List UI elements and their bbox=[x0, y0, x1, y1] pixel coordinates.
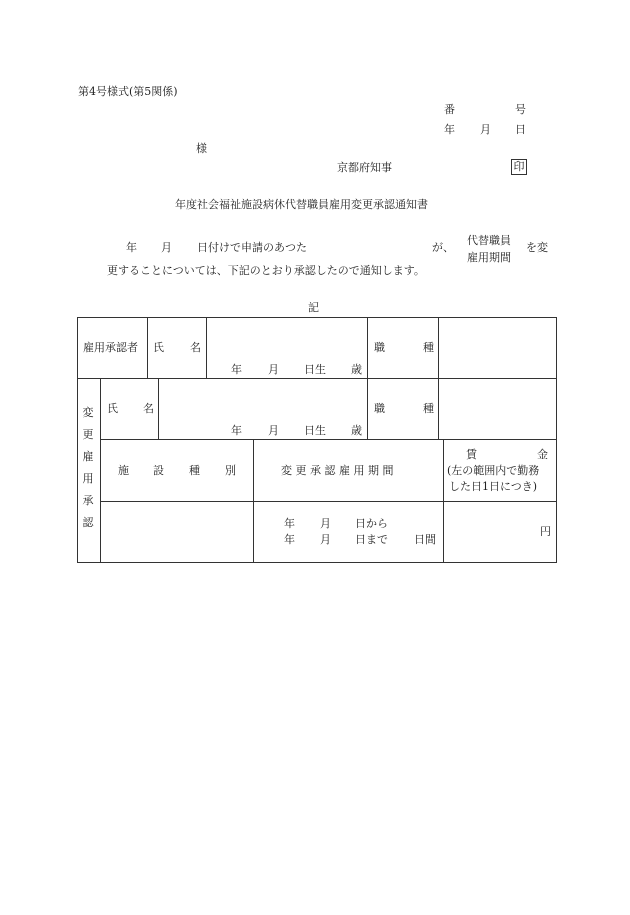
row-divider-2 bbox=[100, 439, 557, 440]
birth-year-2: 年 bbox=[231, 424, 242, 437]
col-line-f bbox=[253, 439, 254, 563]
row-divider-1 bbox=[77, 378, 557, 379]
yen-label: 円 bbox=[540, 525, 551, 538]
document-title: 年度社会福祉施設病休代替職員雇用変更承認通知書 bbox=[175, 198, 428, 211]
birth-year-1: 年 bbox=[231, 363, 242, 376]
birth-month-2: 月 bbox=[268, 424, 279, 437]
wage-note-2: した日1日につき) bbox=[449, 480, 538, 493]
label-facility-4: 別 bbox=[225, 464, 236, 477]
row-divider-3 bbox=[100, 501, 557, 502]
date-day: 日 bbox=[515, 123, 526, 136]
age-2: 歳 bbox=[351, 424, 362, 437]
day-count: 日間 bbox=[414, 533, 436, 546]
col-line-a bbox=[147, 317, 148, 378]
body-date-applied: 日付けで申請のあつた bbox=[197, 241, 307, 254]
from-year: 年 bbox=[284, 517, 295, 530]
label-wage-1: 賃 bbox=[466, 448, 477, 461]
seal-mark: 印 bbox=[511, 159, 527, 175]
to-day: 日まで bbox=[355, 533, 388, 546]
option-period: 雇用期間 bbox=[467, 251, 511, 264]
form-number: 第4号様式(第5関係) bbox=[78, 85, 178, 98]
label-name-1b: 名 bbox=[190, 341, 201, 354]
to-month: 月 bbox=[320, 533, 331, 546]
col-line-d bbox=[438, 317, 439, 439]
ki-mark: 記 bbox=[308, 301, 319, 314]
label-name-2b: 名 bbox=[143, 402, 154, 415]
birth-day-1: 日生 bbox=[304, 363, 326, 376]
body-ga: が、 bbox=[432, 241, 454, 254]
body-month: 月 bbox=[161, 241, 172, 254]
body-line-2: 更することについては、下記のとおり承認したので通知します。 bbox=[107, 264, 425, 277]
label-job-1a: 職 bbox=[374, 341, 385, 354]
label-name-2a: 氏 bbox=[107, 402, 118, 415]
number-suffix: 号 bbox=[515, 103, 526, 116]
label-name-1a: 氏 bbox=[153, 341, 164, 354]
label-job-2b: 種 bbox=[423, 402, 434, 415]
label-approved-person: 雇用承認者 bbox=[83, 341, 138, 354]
label-job-1b: 種 bbox=[423, 341, 434, 354]
number-label: 番 bbox=[444, 103, 455, 116]
date-year: 年 bbox=[444, 123, 455, 136]
col-line-c bbox=[367, 317, 368, 439]
option-substitute: 代替職員 bbox=[467, 234, 511, 247]
label-wage-2: 金 bbox=[537, 448, 548, 461]
to-year: 年 bbox=[284, 533, 295, 546]
label-facility-3: 種 bbox=[189, 464, 200, 477]
issuer: 京都府知事 bbox=[337, 161, 392, 174]
main-table bbox=[77, 317, 557, 563]
change-approval-vertical-label: 変 更 雇 用 承 認 bbox=[82, 406, 94, 529]
label-change-period: 変 更 承 認 雇 用 期 間 bbox=[281, 464, 394, 477]
body-year: 年 bbox=[126, 241, 137, 254]
birth-day-2: 日生 bbox=[304, 424, 326, 437]
label-facility-1: 施 bbox=[118, 464, 129, 477]
body-wo-hen: を変 bbox=[526, 241, 548, 254]
col-line-vertical-label bbox=[100, 378, 101, 563]
col-line-e bbox=[158, 378, 159, 439]
date-month: 月 bbox=[480, 123, 491, 136]
label-facility-2: 設 bbox=[153, 464, 164, 477]
age-1: 歳 bbox=[351, 363, 362, 376]
from-month: 月 bbox=[320, 517, 331, 530]
from-day: 日から bbox=[355, 517, 388, 530]
wage-note-1: (左の範囲内で勤務 bbox=[447, 464, 540, 477]
col-line-g bbox=[443, 439, 444, 563]
birth-month-1: 月 bbox=[268, 363, 279, 376]
col-line-b bbox=[206, 317, 207, 378]
label-job-2a: 職 bbox=[374, 402, 385, 415]
addressee-suffix: 様 bbox=[196, 142, 207, 155]
